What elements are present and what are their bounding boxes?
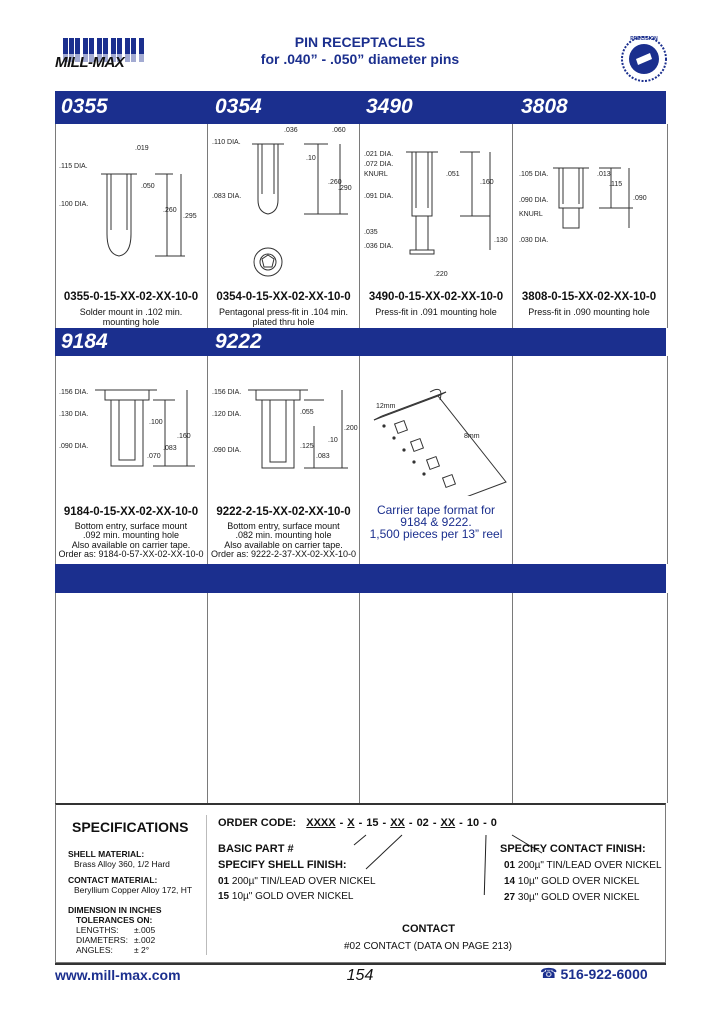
- dim-text: .295: [183, 213, 197, 220]
- finish-code: 01: [218, 876, 230, 887]
- contact-note: #02 CONTACT (DATA ON PAGE 213): [344, 941, 513, 952]
- footer-url[interactable]: www.mill-max.com: [55, 967, 181, 983]
- dim-text: .125: [300, 443, 314, 450]
- drawing-0355: [55, 134, 207, 294]
- page-subtitle: for .040” - .050” diameter pins: [260, 51, 460, 67]
- dim-text: 12mm: [376, 403, 396, 410]
- carrier-tape-caption: [360, 504, 512, 540]
- precision-seal: [620, 35, 668, 83]
- empty-cell: [55, 593, 208, 803]
- contact-finish-title: SPECIFY CONTACT FINISH:: [500, 843, 646, 855]
- part-desc: Order as: 9184-0-57-XX-02-XX-10-0: [58, 549, 204, 559]
- part-desc: Pentagonal press-fit in .104 min.: [218, 307, 349, 317]
- dim-text: .100: [149, 419, 163, 426]
- contact-finish-option: [504, 876, 639, 887]
- dim-text: .019: [135, 145, 149, 152]
- code-part: X: [347, 817, 355, 829]
- dim-text: .051: [446, 171, 460, 178]
- contact-heading: CONTACT: [402, 923, 455, 935]
- dim-text: .160: [177, 433, 191, 440]
- part-desc: Bottom entry, surface mount: [227, 521, 340, 531]
- caption-line: 1,500 pieces per 13” reel: [369, 527, 503, 541]
- empty-cell: [208, 593, 360, 803]
- shell-material-label: SHELL MATERIAL:: [68, 849, 145, 859]
- cell-0355: [55, 124, 208, 328]
- code-sep: -: [459, 817, 463, 829]
- empty-cell: [360, 593, 513, 803]
- finish-text: 200µ" TIN/LEAD OVER NICKEL: [517, 860, 662, 871]
- dim-text: .013: [597, 171, 611, 178]
- tol-row: [68, 935, 208, 945]
- tol-value: ±.005: [134, 925, 156, 935]
- phone-icon: ☎: [540, 966, 558, 982]
- code-part: 10: [466, 817, 480, 829]
- header-9222: 9222: [215, 330, 262, 353]
- header-9184: 9184: [61, 330, 108, 353]
- caption-line: Carrier tape format for: [376, 503, 496, 517]
- cell-empty: [513, 356, 665, 564]
- code-sep: -: [358, 817, 363, 829]
- footer-rule: [55, 963, 666, 965]
- dim-text: .083: [163, 445, 177, 452]
- finish-code: 15: [218, 891, 230, 902]
- part-desc: .082 min. mounting hole: [235, 530, 332, 540]
- dim-text: .105 DIA.: [519, 171, 549, 178]
- dim-text: .130: [494, 237, 508, 244]
- code-part: XXXX: [306, 817, 336, 829]
- carrier-tape-drawing: [360, 356, 512, 496]
- basic-part-label: BASIC PART #: [218, 843, 294, 855]
- code-part: 02: [416, 817, 429, 829]
- shell-finish-option: [218, 891, 353, 902]
- tol-key: ANGLES:: [76, 945, 113, 955]
- page-title: PIN RECEPTACLES: [294, 34, 426, 50]
- dim-text: .10: [306, 155, 316, 162]
- part-desc: mounting hole: [102, 317, 160, 327]
- specs-box: [55, 803, 666, 963]
- code-part: 15: [366, 817, 379, 829]
- dim-text: .115 DIA.: [59, 163, 88, 170]
- mill-max-logo: [55, 36, 155, 80]
- part-number: 9222-2-15-XX-02-XX-10-0: [216, 506, 351, 518]
- part-number: 0354-0-15-XX-02-XX-10-0: [216, 291, 351, 303]
- dim-text: .083: [316, 453, 330, 460]
- part-desc: Also available on carrier tape.: [224, 540, 343, 550]
- row3-header-bar: [55, 564, 666, 593]
- cell-carrier-tape: [360, 356, 513, 564]
- drawing-9222: [208, 356, 359, 501]
- contact-material-label: CONTACT MATERIAL:: [68, 875, 158, 885]
- specs-title: SPECIFICATIONS: [72, 819, 189, 835]
- dim-text: .090: [633, 195, 647, 202]
- dim-text: .021 DIA.: [364, 151, 394, 158]
- header-3808: 3808: [521, 95, 568, 118]
- drawing-0354: [208, 124, 359, 284]
- part-desc: Press-fit in .091 mounting hole: [375, 307, 497, 317]
- finish-text: 10µ" GOLD OVER NICKEL: [231, 891, 354, 902]
- part-desc: plated thru hole: [252, 317, 315, 327]
- part-desc: Press-fit in .090 mounting hole: [528, 307, 650, 317]
- contact-material-value: Beryllium Copper Alloy 172, HT: [74, 885, 193, 895]
- finish-text: 10µ" GOLD OVER NICKEL: [517, 876, 640, 887]
- part-number: 3490-0-15-XX-02-XX-10-0: [368, 291, 504, 303]
- dim-text: .050: [141, 183, 155, 190]
- drawing-3808: [513, 124, 665, 284]
- dim-text: .160: [480, 179, 494, 186]
- part-desc: .092 min. mounting hole: [82, 530, 180, 540]
- finish-text: 200µ" TIN/LEAD OVER NICKEL: [231, 876, 376, 887]
- part-number: 9184-0-15-XX-02-XX-10-0: [63, 506, 199, 518]
- cell-0354: [208, 124, 360, 328]
- order-code-label: ORDER CODE:: [218, 817, 297, 829]
- tol-row: [68, 945, 208, 955]
- code-part: 0: [490, 817, 497, 829]
- dim-text: .091 DIA.: [364, 193, 394, 200]
- finish-text: 30µ" GOLD OVER NICKEL: [517, 892, 640, 903]
- dim-text: .156 DIA.: [59, 389, 89, 396]
- tol-row: [68, 925, 208, 935]
- cell-3490: [360, 124, 513, 328]
- code-part: XX: [390, 817, 405, 829]
- part-number: 0355-0-15-XX-02-XX-10-0: [63, 291, 199, 303]
- tol-key: DIAMETERS:: [76, 935, 128, 945]
- dim-text: .200: [344, 425, 358, 432]
- part-desc: Also available on carrier tape.: [71, 540, 191, 550]
- dim-label: DIMENSION IN INCHES: [68, 905, 162, 915]
- dim-text: .130 DIA.: [59, 411, 89, 418]
- caption-line: 9184 & 9222.: [400, 515, 472, 529]
- shell-material: [68, 849, 170, 869]
- dim-text: .156 DIA.: [212, 389, 242, 396]
- shell-material-value: Brass Alloy 360, 1/2 Hard: [74, 859, 170, 869]
- shell-finish-option: [218, 876, 376, 887]
- phone-number: 516-922-6000: [560, 966, 648, 982]
- dim-text: .10: [328, 437, 338, 444]
- dim-text: .110 DIA.: [212, 139, 241, 146]
- dim-text: .060: [332, 127, 346, 134]
- contact-finish-option: [504, 892, 639, 903]
- dim-text: .115: [609, 181, 623, 188]
- drawing-9184: [55, 356, 207, 501]
- footer-phone: [540, 966, 648, 982]
- dim-text: KNURL: [519, 211, 543, 218]
- row1-header-bar: [55, 91, 666, 124]
- code-sep: -: [382, 817, 387, 829]
- tol-value: ± 2°: [134, 945, 150, 955]
- seal-text: PRECISION: [630, 36, 658, 42]
- row2-header-bar: [55, 328, 666, 356]
- dim-text: .083 DIA.: [212, 193, 242, 200]
- dim-text: .072 DIA.: [364, 161, 394, 168]
- dim-text: .100 DIA.: [59, 201, 89, 208]
- dim-text: .090 DIA.: [59, 443, 89, 450]
- cell-3808: [513, 124, 665, 328]
- dim-text: .120 DIA.: [212, 411, 242, 418]
- dim-text: .030 DIA.: [519, 237, 549, 244]
- finish-code: 14: [504, 876, 516, 887]
- part-desc: Bottom entry, surface mount: [74, 521, 188, 531]
- code-sep: -: [408, 817, 413, 829]
- finish-code: 27: [504, 892, 516, 903]
- dim-text: .036 DIA.: [364, 243, 394, 250]
- logo-text: MILL-MAX: [55, 54, 155, 71]
- dim-text: KNURL: [364, 171, 388, 178]
- contact-finish-option: [504, 860, 662, 871]
- dim-text: .090 DIA.: [212, 447, 242, 454]
- header-0355: 0355: [61, 95, 108, 118]
- cell-9222: [208, 356, 360, 564]
- header-3490: 3490: [366, 95, 413, 118]
- dim-text: 8mm: [464, 433, 480, 440]
- dim-text: .090 DIA.: [519, 197, 549, 204]
- dim-text: .036: [284, 127, 298, 134]
- dim-text: .260: [328, 179, 342, 186]
- tolerances: [68, 905, 208, 955]
- dim-text: .290: [338, 185, 352, 192]
- code-sep: -: [432, 817, 437, 829]
- dim-text: .070: [147, 453, 161, 460]
- code-sep: -: [339, 817, 344, 829]
- dim-text: .260: [163, 207, 177, 214]
- dim-text: .220: [434, 271, 448, 278]
- code-sep: -: [483, 817, 487, 829]
- finish-code: 01: [504, 860, 516, 871]
- header-0354: 0354: [215, 95, 262, 118]
- drawing-3490: [360, 124, 512, 284]
- contact-material: [68, 875, 192, 895]
- code-part: XX: [440, 817, 456, 829]
- shell-finish-title: SPECIFY SHELL FINISH:: [218, 859, 347, 871]
- cell-9184: [55, 356, 208, 564]
- part-desc: Solder mount in .102 min.: [79, 307, 183, 317]
- dim-text: .035: [364, 229, 378, 236]
- tol-key: LENGTHS:: [76, 925, 119, 935]
- tol-label: TOLERANCES ON:: [76, 915, 153, 925]
- tol-value: ±.002: [134, 935, 156, 945]
- page-number: 154: [346, 967, 374, 984]
- dim-text: .055: [300, 409, 314, 416]
- part-desc: Order as: 9222-2-37-XX-02-XX-10-0: [210, 549, 357, 559]
- part-number: 3808-0-15-XX-02-XX-10-0: [521, 291, 657, 303]
